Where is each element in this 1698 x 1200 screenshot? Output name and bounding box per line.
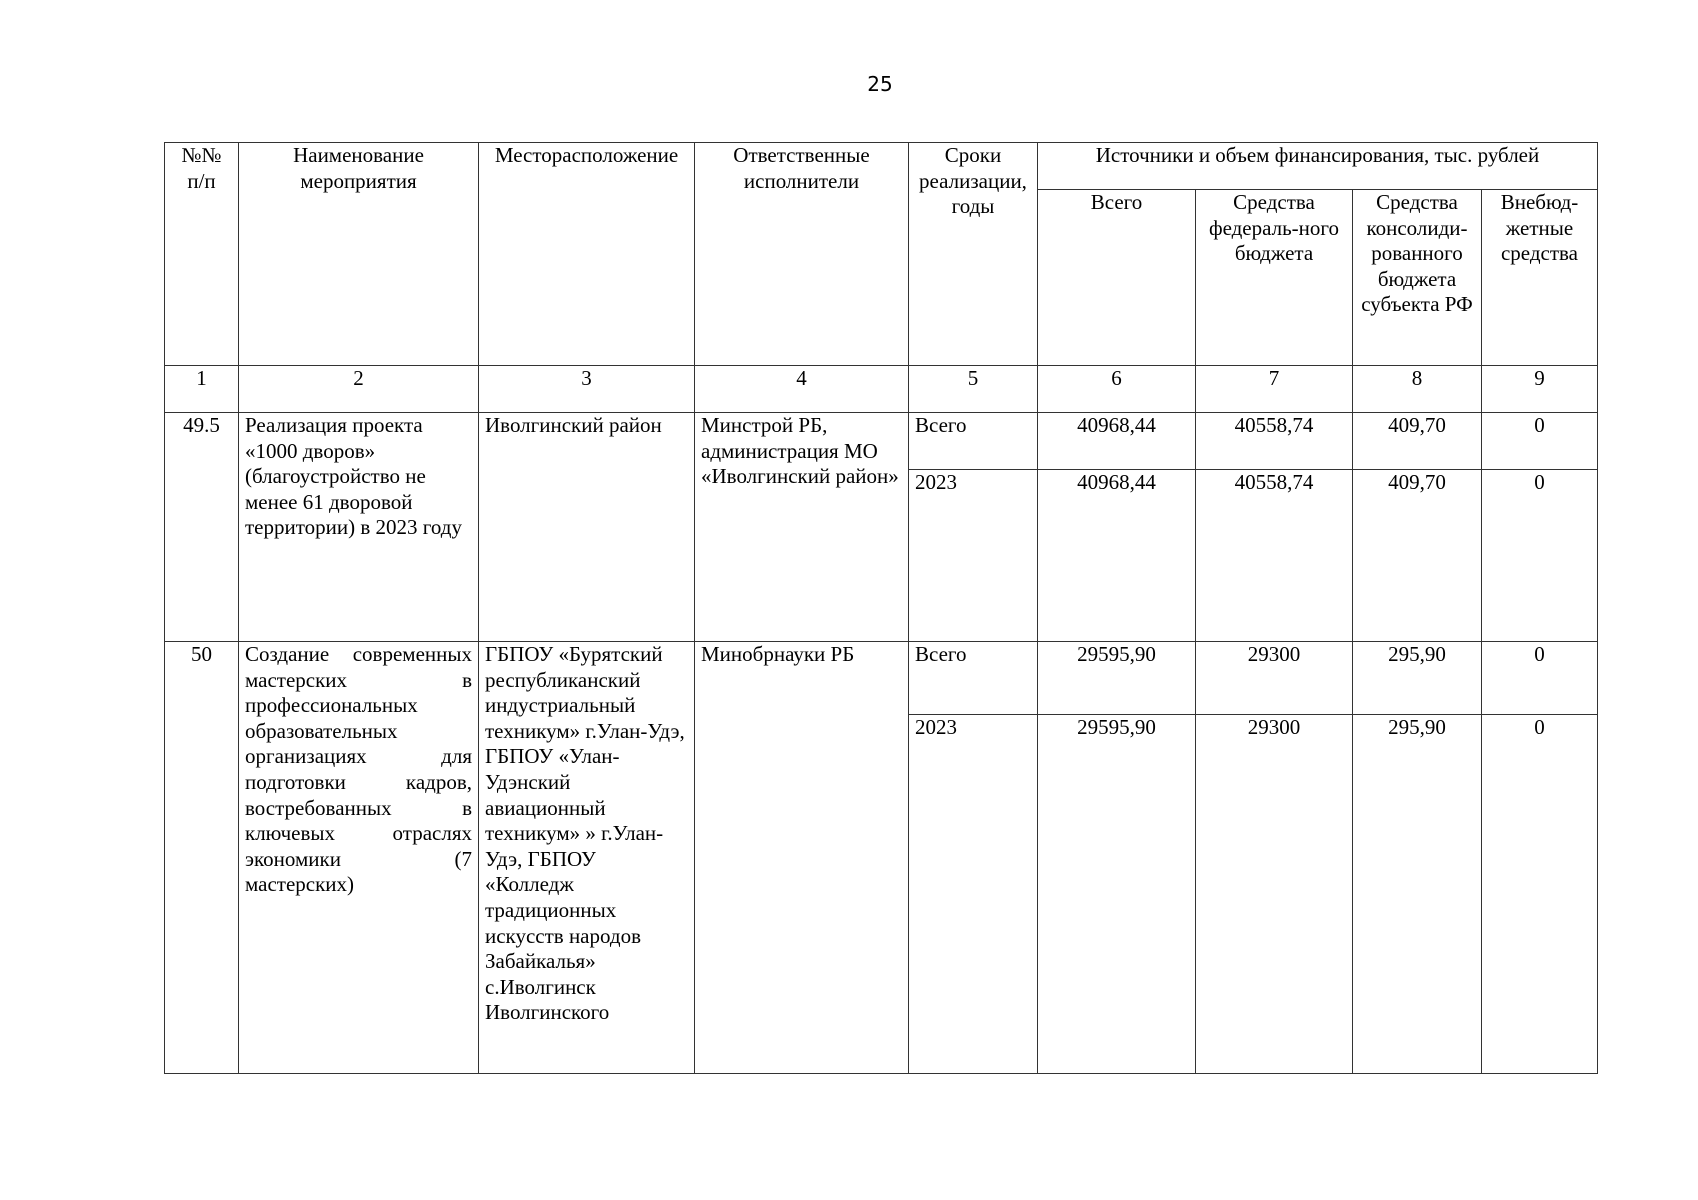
- row-name: Создание современных мастерских в профессиональных образовательных организациях для подготовки кадров, востребованных в ключевых отраслях экономики (7 мастерских): [239, 642, 479, 1074]
- row-total: 29595,90: [1038, 642, 1196, 715]
- row-regional: 295,90: [1353, 715, 1482, 1074]
- column-number: 8: [1353, 366, 1482, 413]
- column-number: 7: [1196, 366, 1353, 413]
- header-number: №№ п/п: [165, 143, 239, 366]
- column-number: 4: [695, 366, 909, 413]
- header-period: Сроки реализации, годы: [909, 143, 1038, 366]
- row-number: 49.5: [165, 413, 239, 642]
- row-federal: 29300: [1196, 715, 1353, 1074]
- column-number-row: [165, 366, 1598, 413]
- header-location: Месторасположение: [479, 143, 695, 366]
- row-federal: 29300: [1196, 642, 1353, 715]
- row-regional: 295,90: [1353, 642, 1482, 715]
- header-financing-group: Источники и объем финансирования, тыс. рублей: [1038, 143, 1598, 190]
- row-federal: 40558,74: [1196, 470, 1353, 642]
- row-extrabudget: 0: [1482, 642, 1598, 715]
- financing-table: [164, 142, 1598, 1074]
- row-total: 40968,44: [1038, 413, 1196, 470]
- table-row: [165, 642, 1598, 715]
- row-executors: Минобрнауки РБ: [695, 642, 909, 1074]
- row-federal: 40558,74: [1196, 413, 1353, 470]
- header-executors: Ответственные исполнители: [695, 143, 909, 366]
- header-extrabudget: Внебюд-жетные средства: [1482, 190, 1598, 366]
- row-extrabudget: 0: [1482, 715, 1598, 1074]
- header-name: Наименование мероприятия: [239, 143, 479, 366]
- row-period: Всего: [909, 642, 1038, 715]
- row-total: 29595,90: [1038, 715, 1196, 1074]
- column-number: 9: [1482, 366, 1598, 413]
- header-total: Всего: [1038, 190, 1196, 366]
- column-number: 1: [165, 366, 239, 413]
- header-federal: Средства федераль-ного бюджета: [1196, 190, 1353, 366]
- row-location: Иволгинский район: [479, 413, 695, 642]
- row-extrabudget: 0: [1482, 470, 1598, 642]
- row-name: Реализация проекта «1000 дворов» (благоустройство не менее 61 дворовой территории) в 2023 году: [239, 413, 479, 642]
- row-extrabudget: 0: [1482, 413, 1598, 470]
- row-period: 2023: [909, 715, 1038, 1074]
- column-number: 6: [1038, 366, 1196, 413]
- row-period: 2023: [909, 470, 1038, 642]
- row-regional: 409,70: [1353, 413, 1482, 470]
- column-number: 2: [239, 366, 479, 413]
- header-regional: Средства консолиди-рованного бюджета субъекта РФ: [1353, 190, 1482, 366]
- column-number: 3: [479, 366, 695, 413]
- row-period: Всего: [909, 413, 1038, 470]
- row-total: 40968,44: [1038, 470, 1196, 642]
- column-number: 5: [909, 366, 1038, 413]
- row-regional: 409,70: [1353, 470, 1482, 642]
- row-number: 50: [165, 642, 239, 1074]
- header-row: [165, 143, 1598, 190]
- table-row: [165, 413, 1598, 470]
- row-location: ГБПОУ «Бурятский республиканский индустриальный техникум» г.Улан-Удэ, ГБПОУ «Улан-Удэнский авиационный техникум» » г.Улан-Удэ, ГБПОУ «Колледж традиционных искусств народов Забайкалья» с.Иволгинск Иволгинского: [479, 642, 695, 1074]
- row-executors: Минстрой РБ, администрация МО «Иволгинский район»: [695, 413, 909, 642]
- page-number: 25: [867, 72, 893, 96]
